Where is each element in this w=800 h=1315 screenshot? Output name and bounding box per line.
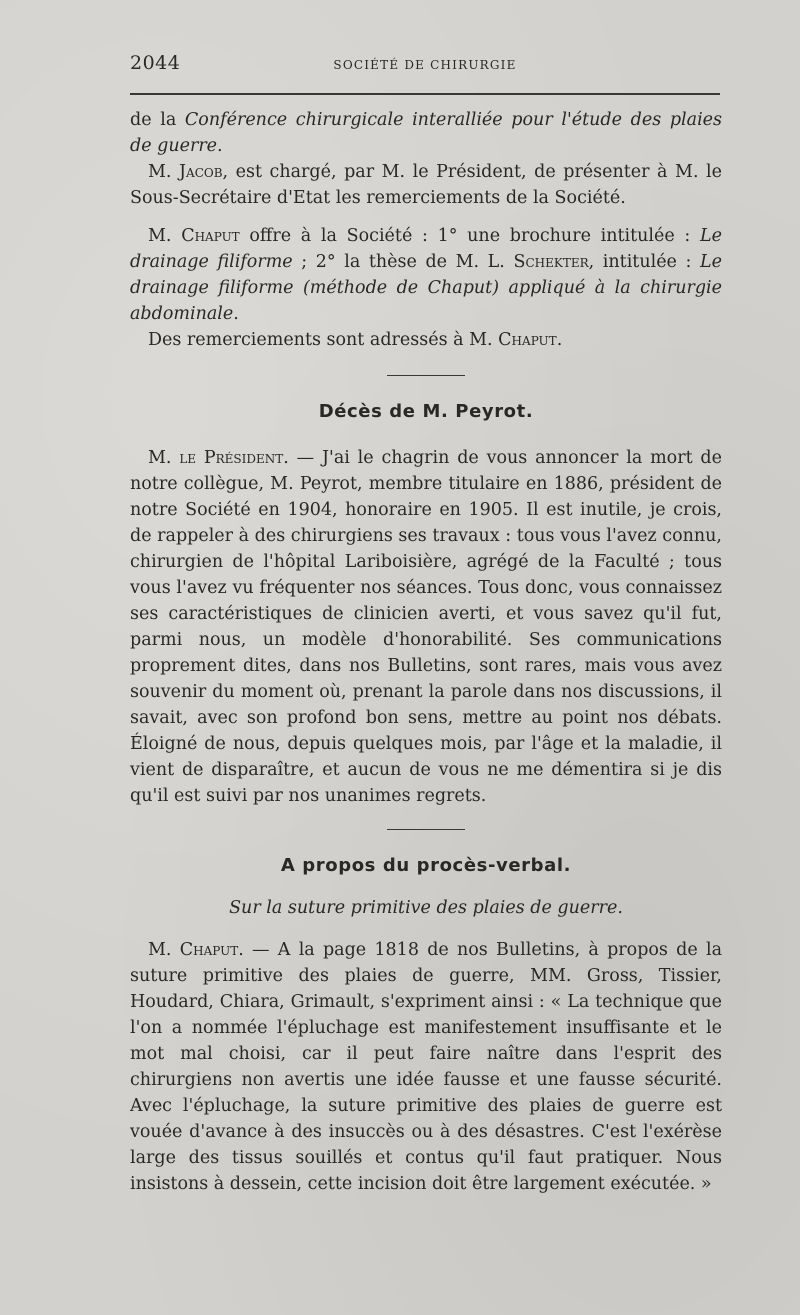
page-header: [130, 50, 720, 80]
speech-body: . — A la page 1818 de nos Bulletins, à propos de la suture primitive des plaies de guerre, MM. Gross, Tissier, Houdard, Chiara, Grimault, s'expriment ainsi : « La technique que l'on a nommée l'épluchage est manifestement insuffisante et le mot mal choisi, car il peut faire naître dans l'esprit des chirurgiens non avertis une idée fausse et une fausse sécurité. Avec l'épluchage, la suture primitive des plaies de guerre est vouée d'avance à des insuccès ou à des désastres. C'est l'exérèse large des tissus souillés et contus qu'il faut pratiquer. Nous insistons à dessein, cette incision doit être largement exécutée. »: [130, 940, 723, 1194]
paragraph-jacob: [130, 159, 722, 211]
text-span: .: [217, 136, 223, 156]
italic-title: Le drainage filiforme: [130, 226, 722, 272]
paragraph-conference: [130, 107, 722, 159]
person-name: Jacob: [179, 162, 223, 182]
text-span: Des remerciements sont adressés à M.: [148, 330, 499, 350]
running-head: SOCIÉTÉ DE CHIRURGIE: [333, 58, 517, 72]
person-name: Chaput: [181, 226, 240, 246]
paragraph-chaput-speech: [130, 937, 722, 1197]
speech-body: . — J'ai le chagrin de vous annoncer la mort de notre collègue, M. Peyrot, membre titulaire en 1886, président de notre Société en 1904, honoraire en 1905. Il est inutile, je crois, de rappeler à des chirurgiens ses travaux : tous vous l'avez connu, chirurgien de l'hôpital Lariboisière, agrégé de la Faculté ; tous vous l'avez vu fréquenter nos séances. Tous donc, vous connaissez ses caractéristiques de clinicien averti, et vous savez qu'il fut, parmi nous, un modèle d'honorabilité. Ses communications proprement dites, dans nos Bulletins, sont rares, mais vous avez souvenir du moment où, prenant la parole dans nos discussions, il savait, avec son profond bon sens, mettre au point nos débats. Éloigné de nous, depuis quelques mois, par l'âge et la maladie, il vient de disparaître, et aucun de vous ne me démentira si je dis qu'il est suivi par nos unanimes regrets.: [130, 448, 722, 806]
text-span: .: [233, 304, 239, 324]
text-span: .: [556, 330, 563, 350]
speaker-name: Chaput: [179, 940, 239, 960]
text-span: offre à la Société : 1° une brochure intitulée :: [239, 226, 701, 246]
text-span: , est chargé, par M. le Président, de présenter à M. le Sous-Secrétaire d'Etat les remerciements de la Société.: [130, 162, 722, 208]
text-span: ; 2° la thèse de M. L.: [292, 252, 514, 272]
text-span: M.: [148, 162, 180, 182]
text-span: M.: [148, 940, 180, 960]
section-divider: [387, 829, 465, 830]
page-content: [130, 107, 722, 1197]
section-title-proces-verbal: A propos du procès-verbal.: [280, 855, 572, 876]
section-title-peyrot: Décès de M. Peyrot.: [318, 401, 534, 422]
header-rule: [130, 93, 720, 95]
speaker-name: le Président: [179, 448, 284, 468]
text-span: de la: [130, 110, 185, 130]
section-subtitle: Sur la suture primitive des plaies de guerre.: [229, 898, 623, 918]
italic-title: Conférence chirurgicale interalliée pour l'étude des plaies de guerre: [130, 110, 722, 156]
italic-title: Le drainage filiforme (méthode de Chaput) appliqué à la chirurgie abdominale: [130, 252, 722, 324]
person-name: Chaput: [498, 330, 557, 350]
page-number: 2044: [130, 52, 181, 74]
paragraph-president-speech: [130, 445, 722, 809]
paragraph-chaput-offer: [130, 223, 722, 327]
text-span: M.: [148, 226, 182, 246]
text-span: M.: [148, 448, 180, 468]
section-divider: [387, 375, 465, 376]
text-span: , intitulée :: [588, 252, 700, 272]
person-name: Schekter: [513, 252, 589, 272]
paragraph-thanks: [130, 327, 722, 353]
